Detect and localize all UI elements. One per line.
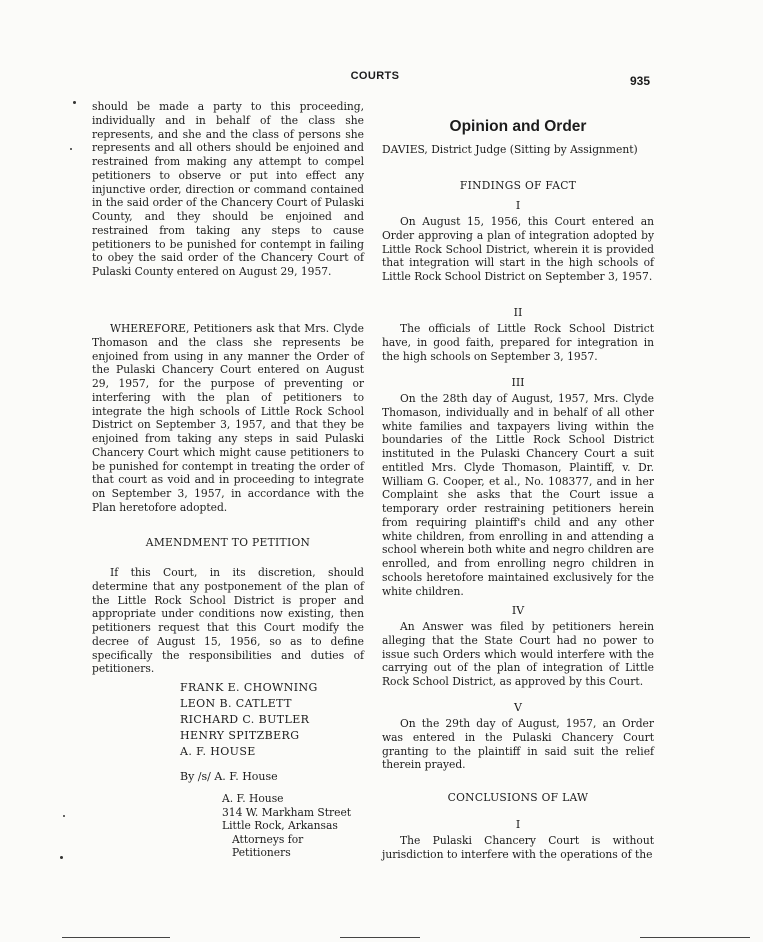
finding-text: The officials of Little Rock School District have, in good faith, prepared for integration in the high schools on September 3, 1957. — [382, 322, 654, 363]
finding-text: An Answer was filed by petitioners herein alleging that the State Court had no power to issue such Orders which would interfere with the carrying out of the plan of integration of Little Rock School District, as approved by this Court. — [382, 620, 654, 688]
address-line: A. F. House — [222, 792, 284, 805]
finding-block — [382, 717, 654, 772]
section-number: I — [515, 818, 521, 831]
conclusions-heading: CONCLUSIONS OF LAW — [447, 791, 589, 804]
conclusion-block — [382, 834, 654, 862]
address-line: Petitioners — [232, 846, 291, 859]
finding-block — [382, 620, 654, 689]
address-line: 314 W. Markham Street — [222, 805, 352, 819]
section-number: I — [515, 199, 521, 212]
signer-name: LEON B. CATLETT — [180, 697, 292, 710]
scan-speck — [60, 856, 63, 859]
bottom-rule-segment — [62, 937, 170, 938]
judge-line-block — [382, 143, 654, 157]
signer-name: FRANK E. CHOWNING — [180, 681, 318, 694]
opinion-title: Opinion and Order — [449, 118, 587, 135]
amendment-paragraph: If this Court, in its discretion, should determine that any postponement of the plan of the Little Rock School District is proper and appropriate under conditions now existing, then petitioners request that this Court modify the decree of August 15, 1956, so as to define specifically the responsibilities and duties of petitioners. — [92, 566, 364, 676]
signer-name: HENRY SPITZBERG — [180, 729, 300, 742]
left-column-continued-paragraph — [92, 100, 364, 279]
section-number: V — [514, 701, 522, 714]
signer-name: RICHARD C. BUTLER — [180, 713, 310, 726]
bottom-rule-segment — [640, 937, 750, 938]
amendment-paragraph-block — [92, 566, 364, 676]
address-line: Attorneys for — [232, 832, 304, 846]
wherefore-paragraph-block — [92, 322, 364, 515]
wherefore-paragraph: WHEREFORE, Petitioners ask that Mrs. Clyde Thomason and the class she represents be enjoined from using in any manner the Order of the Pulaski Chancery Court entered on August 29, 1957, for the purpose of preventing or interfering with the plan of petitioners to integrate the high schools of Little Rock School District on September 3, 1957, and that they be enjoined from taking any steps in said Pulaski Chancery Court which might cause petitioners to be punished for contempt in treating the order of that court as void and in proceeding to integrate on September 3, 1957, in accordance with the Plan heretofore adopted. — [92, 322, 364, 514]
finding-text: On the 28th day of August, 1957, Mrs. Clyde Thomason, individually and in behalf of all other white families and taxpayers living within the boundaries of the Little Rock School District instituted in the Pulaski Chancery Court a suit entitled Mrs. Clyde Thomason, Plaintiff, v. Dr. William G. Cooper, et al., No. 108377, and in her Complaint she asks that the Court issue a temporary order restraining petitioners herein from requiring plaintiff's child and any other white children, from enrolling in and attending a school wherein both white and negro children are enrolled, and from enrolling negro children in schools heretofore maintained exclusively for the white children. — [382, 392, 654, 598]
scan-speck — [73, 101, 76, 104]
section-number: IV — [511, 604, 525, 617]
conclusion-text: The Pulaski Chancery Court is without jurisdiction to interfere with the operations of the — [382, 834, 654, 861]
findings-heading: FINDINGS OF FACT — [459, 179, 577, 192]
finding-text: On August 15, 1956, this Court entered an Order approving a plan of integration adopted by Little Rock School District, wherein it is provided that integration will start in the high schools of Little Rock School District on September 3, 1957. — [382, 215, 654, 283]
signer-name: A. F. HOUSE — [180, 745, 256, 758]
address-line: Little Rock, Arkansas — [222, 819, 338, 832]
scan-speck — [70, 148, 72, 150]
address-block — [222, 792, 351, 860]
scan-speck — [63, 815, 65, 817]
signature-block — [180, 680, 318, 760]
judge-line: DAVIES, District Judge (Sitting by Assignment) — [382, 143, 638, 156]
finding-block — [382, 392, 654, 598]
amendment-heading: AMENDMENT TO PETITION — [145, 536, 311, 549]
by-line: By /s/ A. F. House — [180, 770, 278, 783]
page-number: 935 — [630, 74, 651, 88]
petition-paragraph-continued: should be made a party to this proceeding, individually and in behalf of the class she represents, and she and the class of persons she represents and all others should be enjoined and restrained from making any attempt to compel petitioners to observe or put into effect any injunctive order, direction or command contained in the said order of the Chancery Court of Pulaski County, and they should be enjoined and restrained from taking any steps to cause petitioners to be punished for contempt in failing to obey the said order of the Chancery Court of Pulaski County entered on August 29, 1957. — [92, 100, 364, 278]
finding-text: On the 29th day of August, 1957, an Order was entered in the Pulaski Chancery Court granting to the plaintiff in said suit the relief therein prayed. — [382, 717, 654, 772]
finding-block — [382, 215, 654, 284]
section-number: III — [511, 376, 525, 389]
finding-block — [382, 322, 654, 363]
section-number: II — [513, 306, 523, 319]
bottom-rule-segment — [340, 937, 420, 938]
running-head: COURTS — [350, 70, 400, 82]
